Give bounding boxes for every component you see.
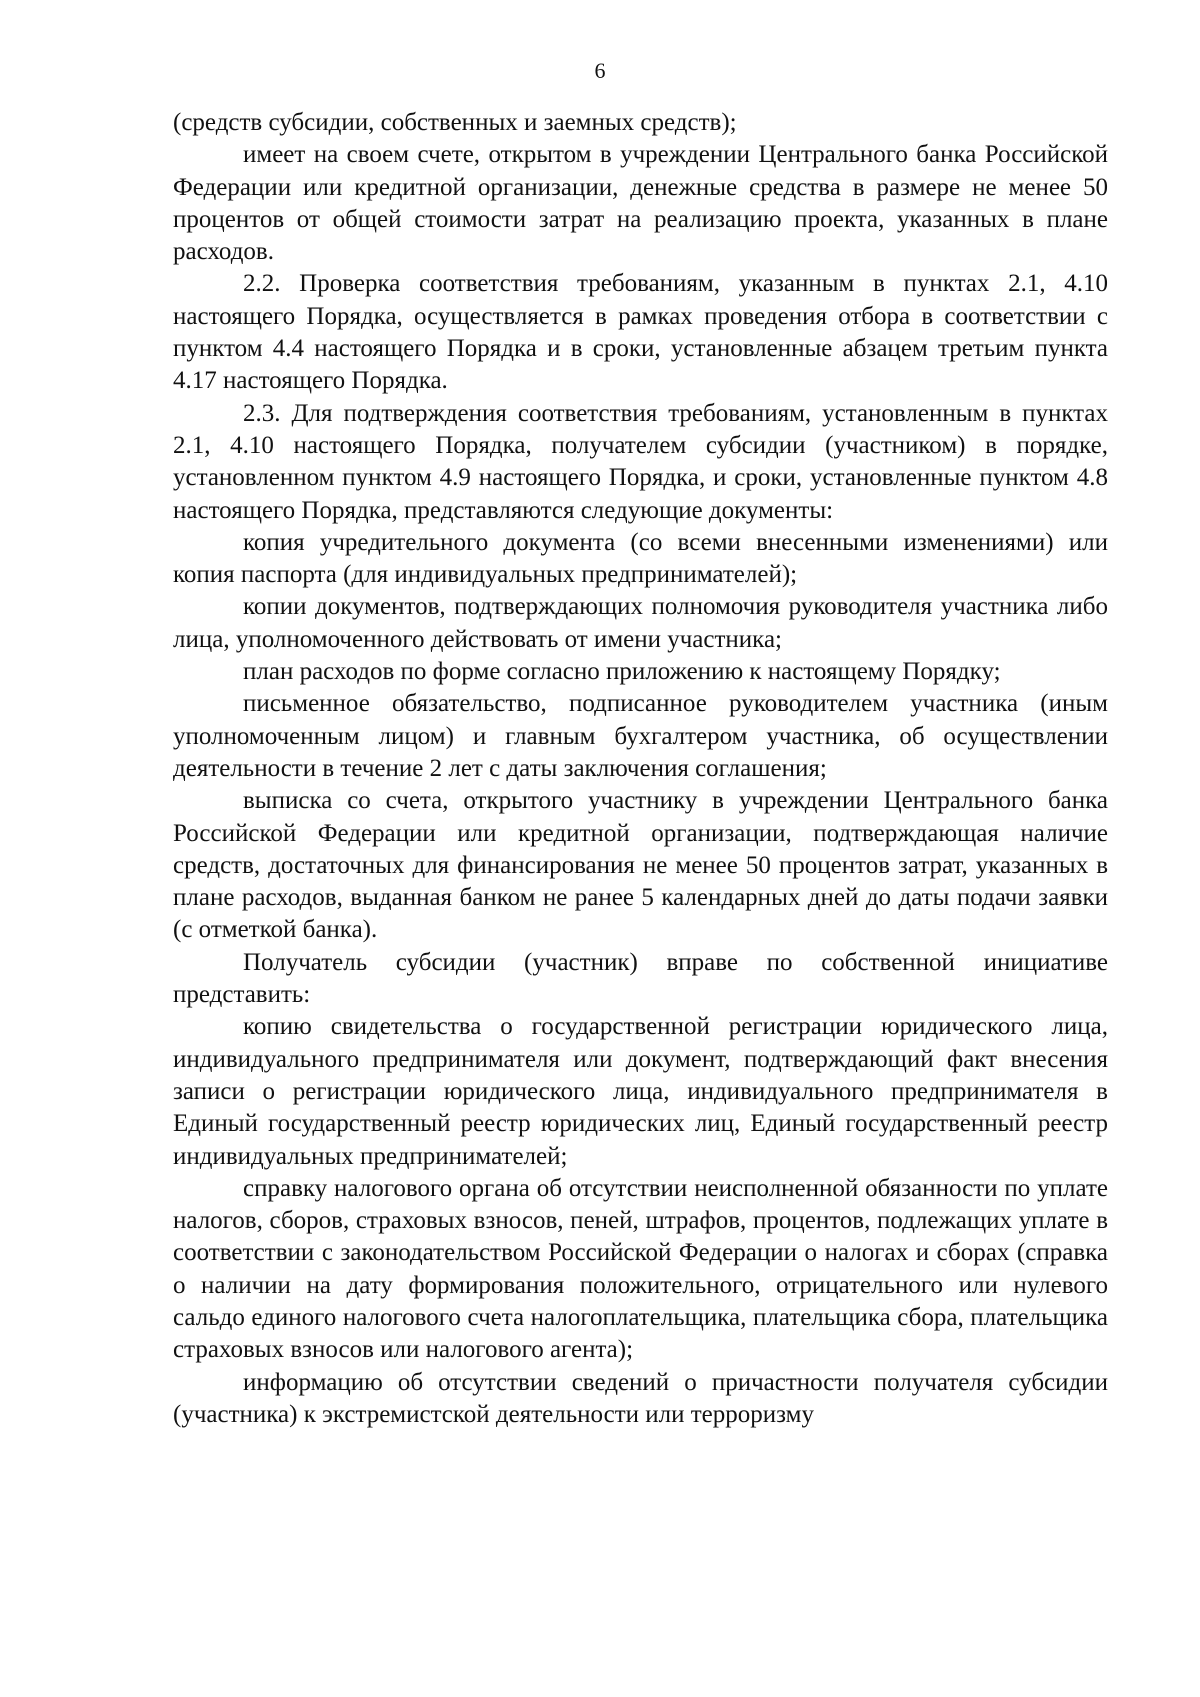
page-number: 6 (594, 58, 606, 83)
paragraph-account-funds: имеет на своем счете, открытом в учреждении Центрального банка Российской Федерации или кредитной организации, денежные средства в размере не менее 50 процентов от общей стоимости затрат на реализацию проекта, указанных в плане расходов. (173, 141, 1108, 266)
paragraph-2-2: 2.2. Проверка соответствия требованиям, указанным в пунктах 2.1, 4.10 настоящего Порядка, осуществляется в рамках проведения отбора в соответствии с пунктом 4.4 настоящего Порядка и в сроки, установленные абзацем третьим пункта 4.17 настоящего Порядка. (173, 270, 1108, 395)
paragraph-2-3: 2.3. Для подтверждения соответствия требованиям, установленным в пунктах 2.1, 4.10 настоящего Порядка, получателем субсидии (участником) в порядке, установленном пунктом 4.9 настоящего Порядка, и сроки, установленные пунктом 4.8 настоящего Порядка, представляются следующие документы: (173, 399, 1108, 524)
list-item-bank-statement: выписка со счета, открытого участнику в учреждении Центрального банка Российской Федерации или кредитной организации, подтверждающая наличие средств, достаточных для финансирования не менее 50 процентов затрат, указанных в плане расходов, выданная банком не ранее 5 календарных дней до даты подачи заявки (с отметкой банка). (173, 787, 1108, 944)
list-item-authority-documents: копии документов, подтверждающих полномочия руководителя участника либо лица, уполномоченного действовать от имени участника; (173, 593, 1108, 653)
list-item-expense-plan: план расходов по форме согласно приложению к настоящему Порядку; (243, 658, 1001, 686)
list-item-registration-certificate: копию свидетельства о государственной регистрации юридического лица, индивидуального предпринимателя или документ, подтверждающий факт внесения записи о регистрации юридического лица, индивидуального предпринимателя в Единый государственный реестр юридических лиц, Единый государственный реестр индивидуальных предпринимателей; (173, 1013, 1108, 1170)
paragraph-optional-documents: Получатель субсидии (участник) вправе по собственной инициативе представить: (173, 948, 1108, 1009)
document-body (173, 107, 1108, 1431)
paragraph-continuation: (средств субсидии, собственных и заемных средств); (173, 109, 737, 136)
list-item-extremism-information: информацию об отсутствии сведений о причастности получателя субсидии (участника) к экстремистской деятельности или терроризму (173, 1368, 1108, 1428)
list-item-founding-document: копия учредительного документа (со всеми внесенными изменениями) или копия паспорта (для индивидуальных предпринимателей); (173, 528, 1108, 589)
list-item-written-obligation: письменное обязательство, подписанное руководителем участника (иным уполномоченным лицом) и главным бухгалтером участника, об осуществлении деятельности в течение 2 лет с даты заключения соглашения; (173, 690, 1108, 782)
list-item-tax-certificate: справку налогового органа об отсутствии неисполненной обязанности по уплате налогов, сборов, страховых взносов, пеней, штрафов, процентов, подлежащих уплате в соответствии с законодательством Российской Федерации о налогах и сборах (справка о наличии на дату формирования положительного, отрицательного или нулевого сальдо единого налогового счета налогоплательщика, плательщика сбора, плательщика страховых взносов или налогового агента); (173, 1174, 1108, 1364)
